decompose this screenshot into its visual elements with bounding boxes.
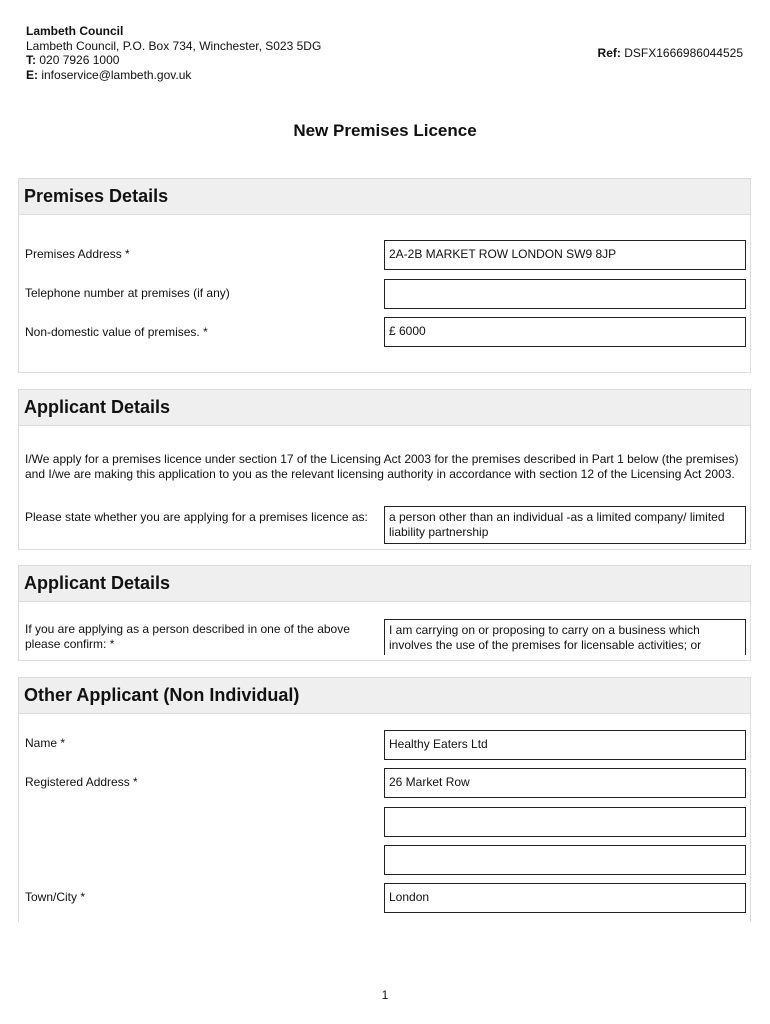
- document-title: New Premises Licence: [293, 121, 477, 140]
- council-contact-block: [26, 24, 321, 82]
- applying-as-field[interactable]: a person other than an individual -as a limited company/ limited liability partnership: [384, 506, 746, 544]
- premises-phone-label: Telephone number at premises (if any): [25, 286, 230, 300]
- council-email: infoservice@lambeth.gov.uk: [41, 67, 192, 82]
- section-heading: Applicant Details: [19, 390, 750, 426]
- registered-address-label: Registered Address *: [25, 775, 138, 789]
- page-number: 1: [381, 988, 389, 1002]
- council-email-line: [26, 68, 321, 83]
- phone-label: T:: [26, 53, 36, 67]
- council-address: Lambeth Council, P.O. Box 734, Winchester, S023 5DG: [26, 38, 322, 53]
- section-heading: Other Applicant (Non Individual): [19, 678, 750, 714]
- council-name: Lambeth Council: [26, 24, 124, 38]
- ref-label: Ref:: [597, 46, 621, 60]
- confirm-label: If you are applying as a person described in one of the above please confirm: *: [25, 622, 350, 651]
- premises-value-label: Non-domestic value of premises. *: [25, 325, 208, 339]
- ref-value: DSFX1666986044525: [624, 46, 743, 60]
- name-label: Name *: [25, 736, 66, 750]
- email-label: E:: [26, 67, 38, 82]
- applicant-confirmation-section: [18, 565, 751, 661]
- premises-address-label: Premises Address *: [25, 247, 130, 261]
- registered-address-line2-field[interactable]: [384, 807, 746, 837]
- applying-as-label: Please state whether you are applying for a premises licence as:: [25, 510, 368, 524]
- section-heading: Premises Details: [19, 179, 750, 215]
- reference: [598, 46, 743, 60]
- council-phone-line: [26, 53, 321, 68]
- other-applicant-section: [18, 677, 751, 922]
- name-field[interactable]: Healthy Eaters Ltd: [384, 730, 746, 760]
- section-heading: Applicant Details: [19, 566, 750, 602]
- application-statement: I/We apply for a premises licence under section 17 of the Licensing Act 2003 for the premises described in Part 1 below (the premises) and I/we are making this application to you as the relevant licensing authority in accordance with section 12 of the Licensing Act 2003.: [25, 452, 739, 481]
- town-field[interactable]: London: [384, 883, 746, 913]
- confirm-field[interactable]: I am carrying on or proposing to carry on a business which involves the use of the premises for licensable activities; or: [384, 619, 746, 655]
- council-phone: 020 7926 1000: [39, 53, 120, 67]
- premises-phone-field[interactable]: [384, 279, 746, 309]
- registered-address-line3-field[interactable]: [384, 845, 746, 875]
- applicant-details-section: [18, 389, 751, 550]
- premises-details-section: [18, 178, 751, 373]
- town-label: Town/City *: [25, 890, 86, 904]
- premises-value-field[interactable]: £ 6000: [384, 317, 746, 347]
- premises-address-field[interactable]: 2A-2B MARKET ROW LONDON SW9 8JP: [384, 240, 746, 270]
- registered-address-line1-field[interactable]: 26 Market Row: [384, 768, 746, 798]
